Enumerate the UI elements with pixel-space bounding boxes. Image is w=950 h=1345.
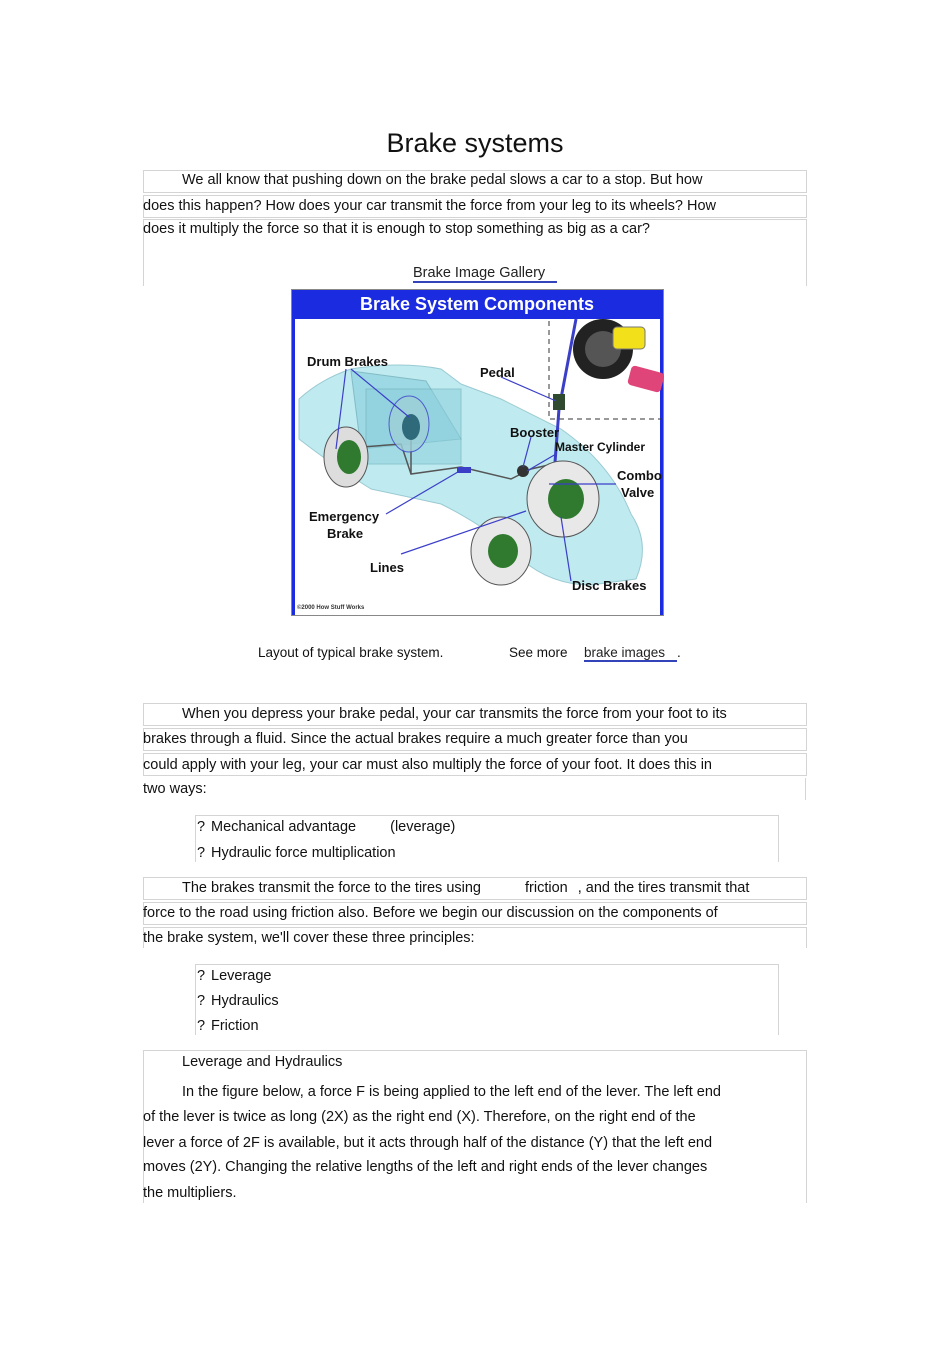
- reservoir-part: [613, 327, 645, 349]
- figure-heading: Brake System Components: [359, 294, 595, 314]
- para4-line: moves (2Y). Changing the relative lengths of the left and right ends of the lever changes: [143, 1159, 708, 1175]
- intro-line: does it multiply the force so that it is enough to stop something as big as a car?: [143, 221, 650, 237]
- intro-line: does this happen? How does your car transmit the force from your leg to its wheels? How: [143, 198, 717, 214]
- gallery-link-wrap: [413, 263, 557, 283]
- para4-line: In the figure below, a force F is being applied to the left end of the lever. The left end: [182, 1084, 721, 1100]
- brake-system-figure: [291, 289, 664, 616]
- label-booster: Booster: [510, 425, 560, 440]
- intro-line: We all know that pushing down on the brake pedal slows a car to a stop. But how: [182, 172, 703, 188]
- figure-copyright: ©2000 How Stuff Works: [297, 605, 365, 611]
- list-rule: [195, 964, 779, 1035]
- brake-diagram: [291, 289, 664, 616]
- para4-line: the multipliers.: [143, 1185, 237, 1201]
- label-emergency: Emergency: [309, 509, 380, 524]
- para2-line: two ways:: [143, 781, 207, 797]
- page-title: Brake systems: [386, 128, 564, 158]
- brake-images-link[interactable]: brake images: [584, 645, 677, 662]
- para3-line: the brake system, we'll cover these three principles:: [143, 930, 475, 946]
- see-more-text: See more: [509, 645, 568, 660]
- para3-line: force to the road using friction also. Before we begin our discussion on the components of: [143, 905, 718, 921]
- caption-period: .: [677, 645, 681, 660]
- section-heading: Leverage and Hydraulics: [182, 1054, 343, 1070]
- rear-wheel: [324, 427, 368, 487]
- para4-line: lever a force of 2F is available, but it acts through half of the distance (Y) that the left end: [143, 1135, 713, 1151]
- friction-term: friction: [525, 880, 568, 896]
- label-lines: Lines: [370, 560, 404, 575]
- brake-images-link-wrap: [584, 645, 681, 660]
- list-item-friction: ? Friction: [197, 1018, 259, 1034]
- list-item-leverage: ? Leverage: [197, 968, 272, 984]
- front-wheel: [527, 461, 599, 537]
- para4-line: of the lever is twice as long (2X) as the right end (X). Therefore, on the right end of the: [143, 1109, 696, 1125]
- list-item-mechanical: ? Mechanical advantage (leverage): [197, 819, 456, 835]
- figure-caption: Layout of typical brake system.: [258, 645, 444, 660]
- label-brake: Brake: [327, 526, 364, 541]
- label-combo: Combo: [617, 468, 662, 483]
- brake-image-gallery-link[interactable]: Brake Image Gallery: [413, 265, 557, 283]
- list-item-hydraulic: ? Hydraulic force multiplication: [197, 845, 396, 861]
- para3-line: The brakes transmit the force to the tires using friction , and the tires transmit that: [182, 880, 750, 896]
- label-disc-brakes: Disc Brakes: [572, 578, 647, 593]
- rear-drum: [389, 396, 429, 452]
- list-item-hydraulics: ? Hydraulics: [197, 993, 279, 1009]
- label-pedal: Pedal: [480, 365, 515, 380]
- para2-line: could apply with your leg, your car must also multiply the force of your foot. It does this in: [143, 757, 712, 773]
- para2-line: brakes through a fluid. Since the actual brakes require a much greater force than you: [143, 731, 688, 747]
- label-master-cylinder: Master Cylinder: [555, 440, 646, 454]
- label-drum-brakes: Drum Brakes: [307, 354, 388, 369]
- label-valve: Valve: [621, 485, 655, 500]
- para2-line: When you depress your brake pedal, your car transmits the force from your foot to its: [182, 706, 727, 722]
